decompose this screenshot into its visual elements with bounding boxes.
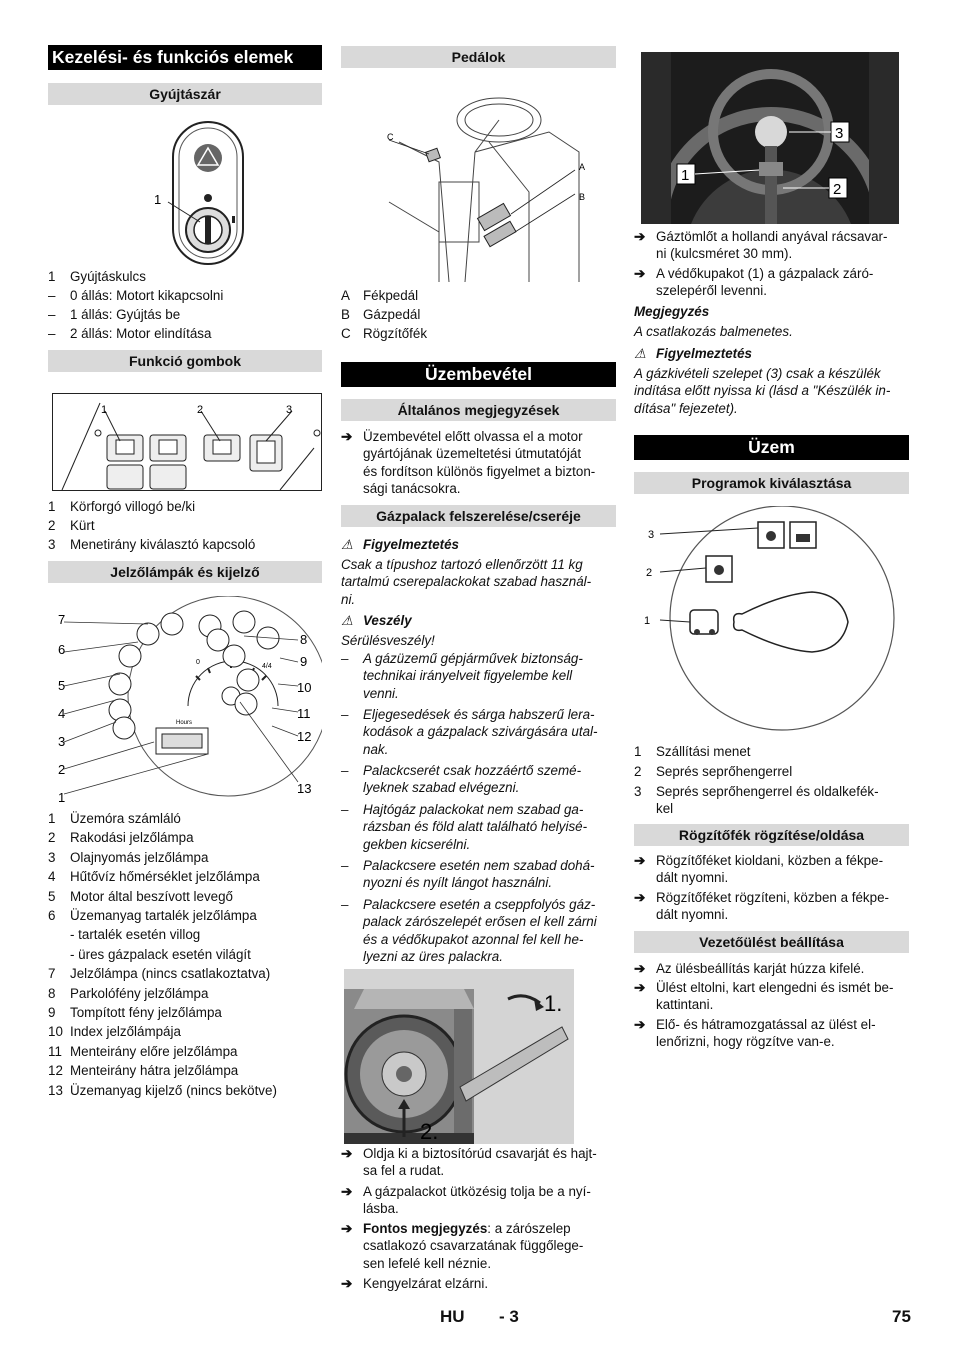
- list-marker: –: [48, 307, 56, 322]
- list-marker: –: [48, 288, 56, 303]
- list-text: Üzemanyag tartalék jelzőlámpa: [70, 908, 257, 923]
- footer-language: HU: [440, 1307, 465, 1326]
- danger-bullet-line: és a védőkupakot azonnal fel kell he-: [363, 931, 584, 947]
- step-line: : a zárószelep: [487, 1221, 571, 1236]
- warning-triangle-icon: ⚠: [341, 613, 354, 628]
- step-line: lenőrizni, hogy rögzítve van-e.: [656, 1034, 835, 1050]
- arrow-right-icon: ➔: [341, 1184, 353, 1199]
- danger-bullet-line: Eljegesedések és sárga habszerű lera-: [363, 707, 595, 722]
- list-marker: 12: [48, 1063, 63, 1079]
- function-buttons-figure: [52, 393, 322, 491]
- list-marker: 3: [48, 537, 56, 552]
- step-line: Az ülésbeállítás karját húzza kifelé.: [656, 961, 865, 976]
- callout-program-2: 2: [646, 567, 653, 579]
- list-marker: 7: [48, 966, 56, 982]
- subheader-ignition: Gyújtászár: [48, 83, 322, 105]
- list-text: Index jelzőlámpája: [70, 1024, 181, 1040]
- callout-lamp-4: 4: [58, 706, 66, 721]
- arrow-right-icon: ➔: [634, 1017, 646, 1032]
- list-text: Seprés seprőhengerrel és oldalkefék-: [656, 783, 879, 799]
- subheader-seat-adjustment: Vezetőülést beállítása: [634, 931, 909, 953]
- step-line: és fordítson különös figyelmet a bizton-: [363, 463, 596, 479]
- step-line: Ülést eltolni, kart elengedni és ismét be-: [656, 980, 894, 995]
- callout-pedal-b: B: [579, 192, 586, 202]
- callout-lamp-5: 5: [58, 678, 66, 693]
- arrow-right-icon: ➔: [341, 429, 353, 444]
- subheader-parking-brake: Rögzítőfék rögzítése/oldása: [634, 824, 909, 846]
- step-line: Oldja ki a biztosítórúd csavarját és hajt-: [363, 1146, 597, 1161]
- list-text: Tompított fény jelzőlámpa: [70, 1005, 222, 1020]
- list-marker: 2: [634, 764, 642, 779]
- list-text: Üzemóra számláló: [70, 811, 181, 826]
- list-text: 0 állás: Motort kikapcsolni: [70, 288, 224, 303]
- note-text: A csatlakozás balmenetes.: [634, 324, 793, 339]
- list-text: Rögzítőfék: [363, 326, 428, 341]
- list-text: 2 állás: Motor elindítása: [70, 326, 212, 341]
- list-marker: A: [341, 288, 350, 303]
- list-text: Gyújtáskulcs: [70, 269, 146, 284]
- callout-func-1: 1: [101, 404, 108, 416]
- arrow-right-icon: ➔: [634, 853, 646, 868]
- list-text: Körforgó villogó be/ki: [70, 499, 196, 514]
- step-line: sen lefelé kell néznie.: [363, 1255, 492, 1271]
- section-title-operation: Üzem: [634, 435, 909, 460]
- step-line: kattintani.: [656, 997, 714, 1013]
- photo-callout-2: 2: [833, 181, 842, 198]
- danger-intro: Sérülésveszély!: [341, 633, 435, 648]
- danger-bullet-line: Hajtógáz palackokat nem szabad ga-: [363, 802, 584, 817]
- callout-pedal-c: C: [387, 132, 394, 142]
- callout-lamp-6: 6: [58, 642, 66, 657]
- step-line: Rögzítőféket kioldani, közben a fékpe-: [656, 853, 884, 868]
- danger-bullet-line: lyezni az üres palackra.: [363, 949, 503, 965]
- list-text: Szállítási menet: [656, 744, 751, 759]
- list-text: - üres gázpalack esetén világít: [70, 946, 251, 962]
- callout-program-1: 1: [644, 615, 651, 627]
- step-line: dált nyomni.: [656, 907, 729, 923]
- list-marker: B: [341, 307, 350, 322]
- arrow-right-icon: ➔: [634, 961, 646, 976]
- warning-label: Figyelmeztetés: [656, 346, 753, 361]
- list-text: Seprés seprőhengerrel: [656, 764, 793, 779]
- footer-local-page: - 3: [499, 1307, 519, 1326]
- gauge-label-zero: 0: [196, 659, 200, 666]
- step-line: dált nyomni.: [656, 870, 729, 886]
- callout-func-3: 3: [286, 404, 293, 416]
- danger-bullet-line: nak.: [363, 741, 389, 757]
- list-marker: 5: [48, 888, 56, 904]
- danger-bullet-line: palack zárószelepét erősen el kell zárni: [363, 914, 597, 930]
- danger-bullet-line: gekben kicserélni.: [363, 836, 471, 852]
- danger-bullet-line: Palackcsere esetén nem szabad dohá-: [363, 858, 595, 873]
- warning-line: Csak a típushoz tartozó ellenőrzött 11 kg: [341, 557, 583, 572]
- callout-lamp-7: 7: [58, 612, 66, 627]
- danger-bullet-line: kodások a gázpalack szivárgására utal-: [363, 724, 598, 740]
- list-text: Üzemanyag kijelző (nincs bekötve): [70, 1082, 277, 1098]
- arrow-right-icon: ➔: [634, 266, 646, 281]
- danger-bullet-line: technikai irányelveit figyelembe kell: [363, 668, 573, 684]
- list-text: Motor által beszívott levegő: [70, 888, 234, 904]
- step-line: Elő- és hátramozgatással az ülést el-: [656, 1017, 876, 1032]
- callout-lamp-8: 8: [300, 632, 308, 647]
- list-marker: C: [341, 326, 351, 341]
- subheader-gas-cylinder: Gázpalack felszerelése/cseréje: [341, 505, 616, 527]
- list-marker: 8: [48, 985, 56, 1001]
- callout-lamp-2: 2: [58, 762, 66, 777]
- subheader-indicator-lamps: Jelzőlámpák és kijelző: [48, 561, 322, 583]
- list-text: Hűtővíz hőmérséklet jelzőlámpa: [70, 869, 260, 885]
- list-text: Menteirány előre jelzőlámpa: [70, 1043, 238, 1059]
- arrow-right-icon: ➔: [341, 1221, 353, 1236]
- list-text: Gázpedál: [363, 307, 421, 322]
- photo-step-1-label: 1.: [544, 991, 563, 1016]
- warning-triangle-icon: ⚠: [341, 537, 354, 552]
- list-marker: 1: [48, 811, 56, 826]
- list-marker: 9: [48, 1005, 56, 1020]
- callout-program-3: 3: [648, 529, 655, 541]
- list-marker: –: [48, 326, 56, 341]
- step-line: szelepéről levenni.: [656, 283, 767, 299]
- step-line: A gázpalackot ütközésig tolja be a nyí-: [363, 1184, 591, 1199]
- danger-label: Veszély: [363, 613, 412, 628]
- list-marker: 1: [48, 499, 56, 514]
- gauge-label-full: 4/4: [262, 663, 272, 670]
- step-line: ni (kulcsméret 30 mm).: [656, 246, 793, 262]
- danger-bullet-line: Palackcserét csak hozzáértő szemé-: [363, 763, 582, 778]
- list-marker: 2: [48, 518, 56, 533]
- list-text: Menteirány hátra jelzőlámpa: [70, 1063, 239, 1079]
- step-line: sa fel a rudat.: [363, 1163, 445, 1179]
- step-line: Rögzítőféket rögzíteni, közben a fékpe-: [656, 890, 889, 905]
- warning-line: dítása" fejezetet).: [634, 400, 738, 416]
- warning-label: Figyelmeztetés: [363, 537, 460, 552]
- subheader-pedals: Pedálok: [341, 46, 616, 68]
- note-label: Megjegyzés: [634, 304, 710, 319]
- list-text: kel: [656, 800, 674, 816]
- danger-bullet-line: lyeknek szabad elvégezni.: [363, 780, 520, 796]
- list-text: Menetirány kiválasztó kapcsoló: [70, 537, 256, 552]
- warning-line: A gázkivételi szelepet (3) csak a készülék: [634, 366, 881, 381]
- danger-bullet-line: Palackcsere esetén a cseppfolyós gáz-: [363, 897, 596, 912]
- arrow-right-icon: ➔: [634, 890, 646, 905]
- subheader-function-buttons: Funkció gombok: [48, 350, 322, 372]
- section-title-commissioning: Üzembevétel: [341, 362, 616, 387]
- list-marker: 13: [48, 1082, 63, 1098]
- list-text: Rakodási jelzőlámpa: [70, 830, 194, 846]
- pedals-figure: [379, 82, 611, 287]
- subheader-general-notes: Általános megjegyzések: [341, 399, 616, 421]
- subheader-program-selection: Programok kiválasztása: [634, 472, 909, 494]
- callout-ignition-1: 1: [154, 192, 162, 207]
- step-line: Kengyelzárat elzárni.: [363, 1276, 489, 1291]
- list-marker: 1: [48, 269, 56, 284]
- arrow-right-icon: ➔: [341, 1276, 353, 1291]
- list-marker: 1: [634, 744, 642, 759]
- list-marker: 3: [48, 849, 56, 865]
- step-line: A védőkupakot (1) a gázpalack záró-: [656, 266, 874, 281]
- list-text: Parkolófény jelzőlámpa: [70, 985, 209, 1001]
- step-line: sági tanácsokra.: [363, 481, 461, 497]
- callout-lamp-9: 9: [300, 654, 308, 669]
- list-marker: 4: [48, 869, 56, 885]
- list-marker: 6: [48, 908, 56, 923]
- warning-line: ni.: [341, 591, 356, 607]
- callout-lamp-13: 13: [297, 781, 312, 796]
- step-line: csatlakozó csavarzatának függőlege-: [363, 1238, 584, 1254]
- callout-lamp-3: 3: [58, 734, 66, 749]
- danger-bullet-line: rázsban és föld alatt található helyisé-: [363, 819, 588, 835]
- photo-callout-3: 3: [835, 125, 844, 142]
- danger-bullet-line: venni.: [363, 685, 399, 701]
- callout-lamp-1: 1: [58, 790, 66, 802]
- list-text: Olajnyomás jelzőlámpa: [70, 849, 209, 865]
- warning-line: indítása előtt nyissa ki (lásd a "Készülék in-: [634, 383, 891, 399]
- list-text: Jelzőlámpa (nincs csatlakoztatva): [70, 966, 271, 982]
- warning-line: tartalmú cserepalackokat szabad használ-: [341, 574, 592, 590]
- gas-cylinder-photo: [344, 969, 616, 1144]
- list-text: 1 állás: Gyújtás be: [70, 307, 181, 322]
- callout-lamp-12: 12: [297, 729, 312, 744]
- program-dial-figure: [642, 506, 906, 740]
- danger-bullet-line: A gázüzemű gépjárművek biztonság-: [363, 651, 583, 666]
- instrument-panel-figure: [48, 596, 322, 802]
- arrow-right-icon: ➔: [341, 1146, 353, 1161]
- section-title-controls: Kezelési- és funkciós elemek: [48, 45, 322, 70]
- important-note-label: Fontos megjegyzés: [363, 1221, 488, 1236]
- callout-func-2: 2: [197, 404, 204, 416]
- danger-bullet-line: nyozni és nyílt lángot használni.: [363, 875, 553, 891]
- list-marker: 2: [48, 830, 56, 846]
- gauge-label-hours: Hours: [176, 720, 193, 726]
- step-line: gyártójának üzemeltetési útmutatóját: [363, 446, 582, 462]
- footer-page-number: 75: [892, 1307, 911, 1326]
- warning-triangle-icon: ⚠: [634, 346, 647, 361]
- photo-callout-1: 1: [681, 167, 690, 184]
- list-marker: 10: [48, 1024, 63, 1040]
- list-marker: 11: [48, 1043, 62, 1059]
- list-marker: 3: [634, 783, 642, 799]
- arrow-right-icon: ➔: [634, 980, 646, 995]
- step-line: Gáztömlőt a hollandi anyával rácsavar-: [656, 229, 888, 244]
- gas-valve-photo: [641, 52, 899, 224]
- list-text: Fékpedál: [363, 288, 419, 303]
- ignition-switch-figure: [88, 118, 268, 268]
- arrow-right-icon: ➔: [634, 229, 646, 244]
- photo-step-2-label: 2.: [420, 1119, 439, 1144]
- list-text: Kürt: [70, 518, 95, 533]
- callout-lamp-11: 11: [297, 706, 311, 721]
- step-line: lásba.: [363, 1201, 399, 1217]
- callout-lamp-10: 10: [297, 680, 312, 695]
- callout-pedal-a: A: [579, 162, 586, 172]
- step-line: Üzembevétel előtt olvassa el a motor: [363, 429, 583, 444]
- list-text: - tartalék esetén villog: [70, 927, 201, 943]
